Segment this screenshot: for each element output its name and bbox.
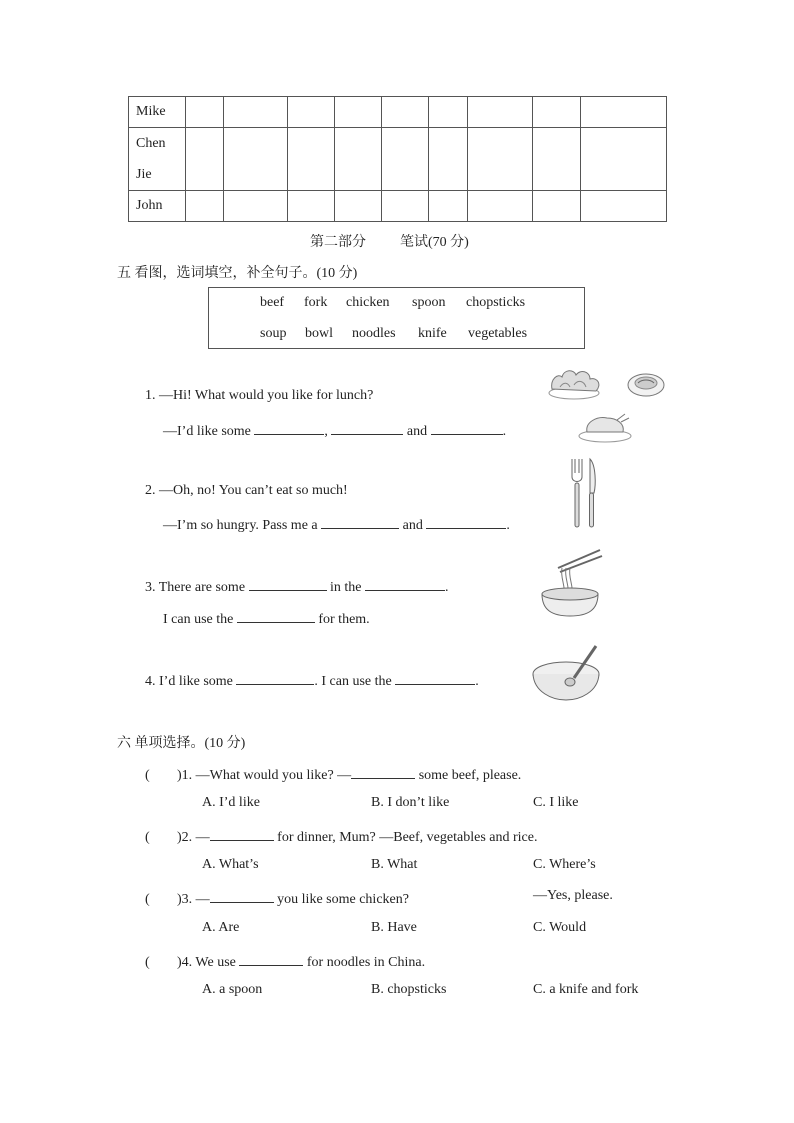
option-a[interactable]: A. I’d like: [202, 795, 260, 810]
table-row: [129, 128, 667, 191]
word: spoon: [412, 295, 446, 310]
option-b[interactable]: B. Have: [371, 920, 417, 935]
table-row: [129, 97, 667, 128]
option-a[interactable]: A. What’s: [202, 857, 259, 872]
q1-line2: —I’d like some , and .: [163, 420, 506, 440]
option-c[interactable]: C. a knife and fork: [533, 982, 639, 997]
noodles-bowl-icon: [538, 546, 604, 620]
vegetables-icon: [546, 365, 606, 403]
fork-and-knife-icon: [568, 455, 602, 531]
option-a[interactable]: A. a spoon: [202, 982, 263, 997]
word: chicken: [346, 295, 390, 310]
answer-blank[interactable]: [426, 514, 506, 529]
answer-blank[interactable]: [351, 764, 415, 779]
q1-line1: 1. —Hi! What would you like for lunch?: [145, 388, 374, 403]
q2-line2: —I’m so hungry. Pass me a and .: [163, 514, 510, 534]
answer-blank[interactable]: [254, 420, 324, 435]
row-name: Chen Jie: [129, 128, 186, 191]
answer-blank[interactable]: [210, 826, 274, 841]
part-title: 第二部分 笔试(70 分): [310, 235, 469, 250]
roast-chicken-icon: [577, 410, 633, 444]
answer-blank[interactable]: [331, 420, 403, 435]
q2-line1: 2. —Oh, no! You can’t eat so much!: [145, 483, 348, 498]
answer-blank[interactable]: [236, 670, 314, 685]
mc-question-4: ( )4. We use for noodles in China.: [145, 951, 425, 971]
word: knife: [418, 326, 447, 341]
bowl-and-spoon-icon: [530, 640, 608, 702]
word: bowl: [305, 326, 333, 341]
option-a[interactable]: A. Are: [202, 920, 240, 935]
soup-plate-icon: [626, 369, 666, 399]
q4-line: 4. I’d like some . I can use the .: [145, 670, 479, 690]
word: vegetables: [468, 326, 528, 341]
word: beef: [260, 295, 285, 310]
option-c[interactable]: C. Where’s: [533, 857, 596, 872]
section-6-heading: 六 单项选择。(10 分): [117, 736, 246, 751]
answer-blank[interactable]: [395, 670, 475, 685]
option-c[interactable]: C. I like: [533, 795, 579, 810]
mc-question-2: ( )2. — for dinner, Mum? —Beef, vegetables and rice.: [145, 826, 537, 846]
word: fork: [304, 295, 328, 310]
answer-blank[interactable]: [239, 951, 303, 966]
answer-blank[interactable]: [365, 576, 445, 591]
table-row: [129, 191, 667, 222]
answer-blank[interactable]: [431, 420, 503, 435]
q3-reply: —Yes, please.: [533, 888, 613, 903]
answer-blank[interactable]: [237, 608, 315, 623]
option-b[interactable]: B. What: [371, 857, 418, 872]
q3-line2: I can use the for them.: [163, 608, 370, 628]
answer-blank[interactable]: [210, 888, 274, 903]
section-5-heading: 五 看图，选词填空，补全句子。(10 分): [117, 266, 358, 281]
option-b[interactable]: B. I don’t like: [371, 795, 450, 810]
word: soup: [260, 326, 287, 341]
mc-question-1: ( )1. —What would you like? — some beef, please.: [145, 764, 521, 784]
word: chopsticks: [466, 295, 526, 310]
row-name: Mike: [129, 97, 186, 128]
word: noodles: [352, 326, 396, 341]
q3-line1: 3. There are some in the .: [145, 576, 449, 596]
option-b[interactable]: B. chopsticks: [371, 982, 447, 997]
score-table: [128, 96, 667, 222]
answer-blank[interactable]: [321, 514, 399, 529]
row-name: John: [129, 191, 186, 222]
answer-blank[interactable]: [249, 576, 327, 591]
word-bank: [208, 287, 585, 349]
mc-question-3: ( )3. — you like some chicken?: [145, 888, 409, 908]
option-c[interactable]: C. Would: [533, 920, 587, 935]
